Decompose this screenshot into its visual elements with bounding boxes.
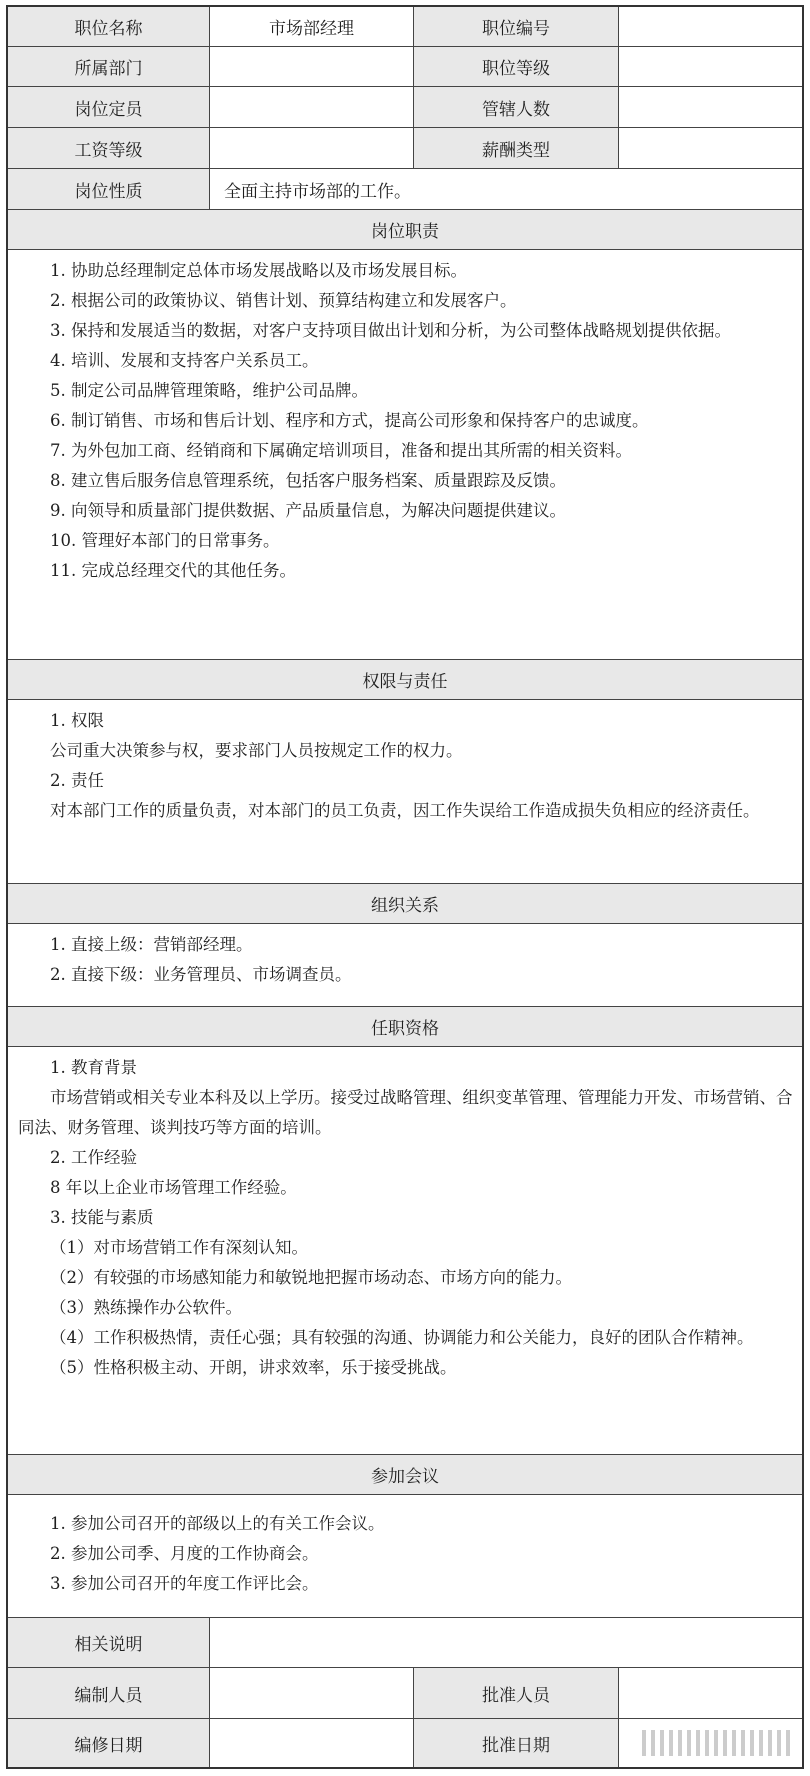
value-position-code bbox=[619, 7, 802, 46]
duty-item: 1. 协助总经理制定总体市场发展战略以及市场发展目标。 bbox=[50, 261, 467, 280]
label-approval-date: 批准日期 bbox=[414, 1719, 619, 1767]
section-header-meetings: 参加会议 bbox=[8, 1455, 802, 1495]
authority-item: 1. 权限 bbox=[50, 711, 104, 730]
value-edit-date bbox=[210, 1719, 414, 1767]
row-salary bbox=[8, 128, 802, 169]
qualification-item: 市场营销或相关专业本科及以上学历。接受过战略管理、组织变革管理、管理能力开发、市场营销、合同法、财务管理、谈判技巧等方面的培训。 bbox=[18, 1088, 793, 1137]
label-subordinates: 管辖人数 bbox=[414, 87, 619, 127]
qualification-item: （1）对市场营销工作有深刻认知。 bbox=[50, 1238, 308, 1257]
duty-item: 4. 培训、发展和支持客户关系员工。 bbox=[50, 351, 319, 370]
value-prepared-by bbox=[210, 1668, 414, 1718]
label-approved-by: 批准人员 bbox=[414, 1668, 619, 1718]
qualification-item: （4）工作积极热情，责任心强；具有较强的沟通、协调能力和公关能力，良好的团队合作精神。 bbox=[50, 1328, 754, 1347]
row-department bbox=[8, 47, 802, 87]
meeting-item: 2. 参加公司季、月度的工作协商会。 bbox=[50, 1544, 319, 1563]
value-notes bbox=[210, 1618, 802, 1667]
section-body-org bbox=[8, 924, 802, 1007]
duty-item: 2. 根据公司的政策协议、销售计划、预算结构建立和发展客户。 bbox=[50, 291, 517, 310]
label-notes: 相关说明 bbox=[8, 1618, 210, 1667]
section-body-qualification bbox=[8, 1047, 802, 1455]
qualification-item: （3）熟练操作办公软件。 bbox=[50, 1298, 242, 1317]
job-description-table bbox=[6, 5, 804, 1769]
section-header-duties: 岗位职责 bbox=[8, 210, 802, 250]
value-department bbox=[210, 47, 414, 86]
qualification-item: 2. 工作经验 bbox=[50, 1148, 137, 1167]
section-header-qualification: 任职资格 bbox=[8, 1007, 802, 1047]
value-position-name: 市场部经理 bbox=[210, 7, 414, 46]
org-item: 1. 直接上级：营销部经理。 bbox=[50, 935, 253, 954]
row-position-name bbox=[8, 7, 802, 47]
value-headcount bbox=[210, 87, 414, 127]
qualification-item: （2）有较强的市场感知能力和敏锐地把握市场动态、市场方向的能力。 bbox=[50, 1268, 572, 1287]
authority-item: 公司重大决策参与权，要求部门人员按规定工作的权力。 bbox=[50, 741, 463, 760]
duty-item: 9. 向领导和质量部门提供数据、产品质量信息，为解决问题提供建议。 bbox=[50, 501, 566, 520]
label-nature: 岗位性质 bbox=[8, 169, 210, 209]
duty-item: 10. 管理好本部门的日常事务。 bbox=[50, 531, 280, 550]
label-salary-grade: 工资等级 bbox=[8, 128, 210, 168]
duty-item: 6. 制订销售、市场和售后计划、程序和方式，提高公司形象和保持客户的忠诚度。 bbox=[50, 411, 649, 430]
duty-item: 3. 保持和发展适当的数据，对客户支持项目做出计划和分析，为公司整体战略规划提供依据。 bbox=[50, 321, 731, 340]
row-notes bbox=[8, 1618, 802, 1668]
label-prepared-by: 编制人员 bbox=[8, 1668, 210, 1718]
authority-item: 2. 责任 bbox=[50, 771, 104, 790]
duty-item: 7. 为外包加工商、经销商和下属确定培训项目，准备和提出其所需的相关资料。 bbox=[50, 441, 632, 460]
row-nature bbox=[8, 169, 802, 210]
qualification-item: （5）性格积极主动、开朗，讲求效率，乐于接受挑战。 bbox=[50, 1358, 457, 1377]
section-body-authority bbox=[8, 700, 802, 884]
label-position-name: 职位名称 bbox=[8, 7, 210, 46]
duty-item: 11. 完成总经理交代的其他任务。 bbox=[50, 561, 296, 580]
value-salary-grade bbox=[210, 128, 414, 168]
label-department: 所属部门 bbox=[8, 47, 210, 86]
value-nature: 全面主持市场部的工作。 bbox=[210, 169, 802, 209]
value-subordinates bbox=[619, 87, 802, 127]
duty-item: 5. 制定公司品牌管理策略，维护公司品牌。 bbox=[50, 381, 368, 400]
value-approved-by bbox=[619, 1668, 802, 1718]
value-pay-type bbox=[619, 128, 802, 168]
qualification-item: 8 年以上企业市场管理工作经验。 bbox=[50, 1178, 297, 1197]
duty-item: 8. 建立售后服务信息管理系统，包括客户服务档案、质量跟踪及反馈。 bbox=[50, 471, 566, 490]
authority-item: 对本部门工作的质量负责，对本部门的员工负责，因工作失误给工作造成损失负相应的经济责任。 bbox=[50, 801, 760, 820]
section-header-org: 组织关系 bbox=[8, 884, 802, 924]
org-item: 2. 直接下级：业务管理员、市场调查员。 bbox=[50, 965, 352, 984]
meeting-item: 1. 参加公司召开的部级以上的有关工作会议。 bbox=[50, 1514, 385, 1533]
section-body-duties bbox=[8, 250, 802, 660]
qualification-item: 3. 技能与素质 bbox=[50, 1208, 154, 1227]
label-headcount: 岗位定员 bbox=[8, 87, 210, 127]
qualification-item: 1. 教育背景 bbox=[50, 1058, 137, 1077]
meeting-item: 3. 参加公司召开的年度工作评比会。 bbox=[50, 1574, 319, 1593]
row-headcount bbox=[8, 87, 802, 128]
label-pay-type: 薪酬类型 bbox=[414, 128, 619, 168]
row-prepared-by bbox=[8, 1668, 802, 1719]
section-header-authority: 权限与责任 bbox=[8, 660, 802, 700]
value-position-level bbox=[619, 47, 802, 86]
label-position-level: 职位等级 bbox=[414, 47, 619, 86]
label-position-code: 职位编号 bbox=[414, 7, 619, 46]
watermark-blur bbox=[642, 1730, 792, 1756]
label-edit-date: 编修日期 bbox=[8, 1719, 210, 1767]
section-body-meetings bbox=[8, 1495, 802, 1618]
